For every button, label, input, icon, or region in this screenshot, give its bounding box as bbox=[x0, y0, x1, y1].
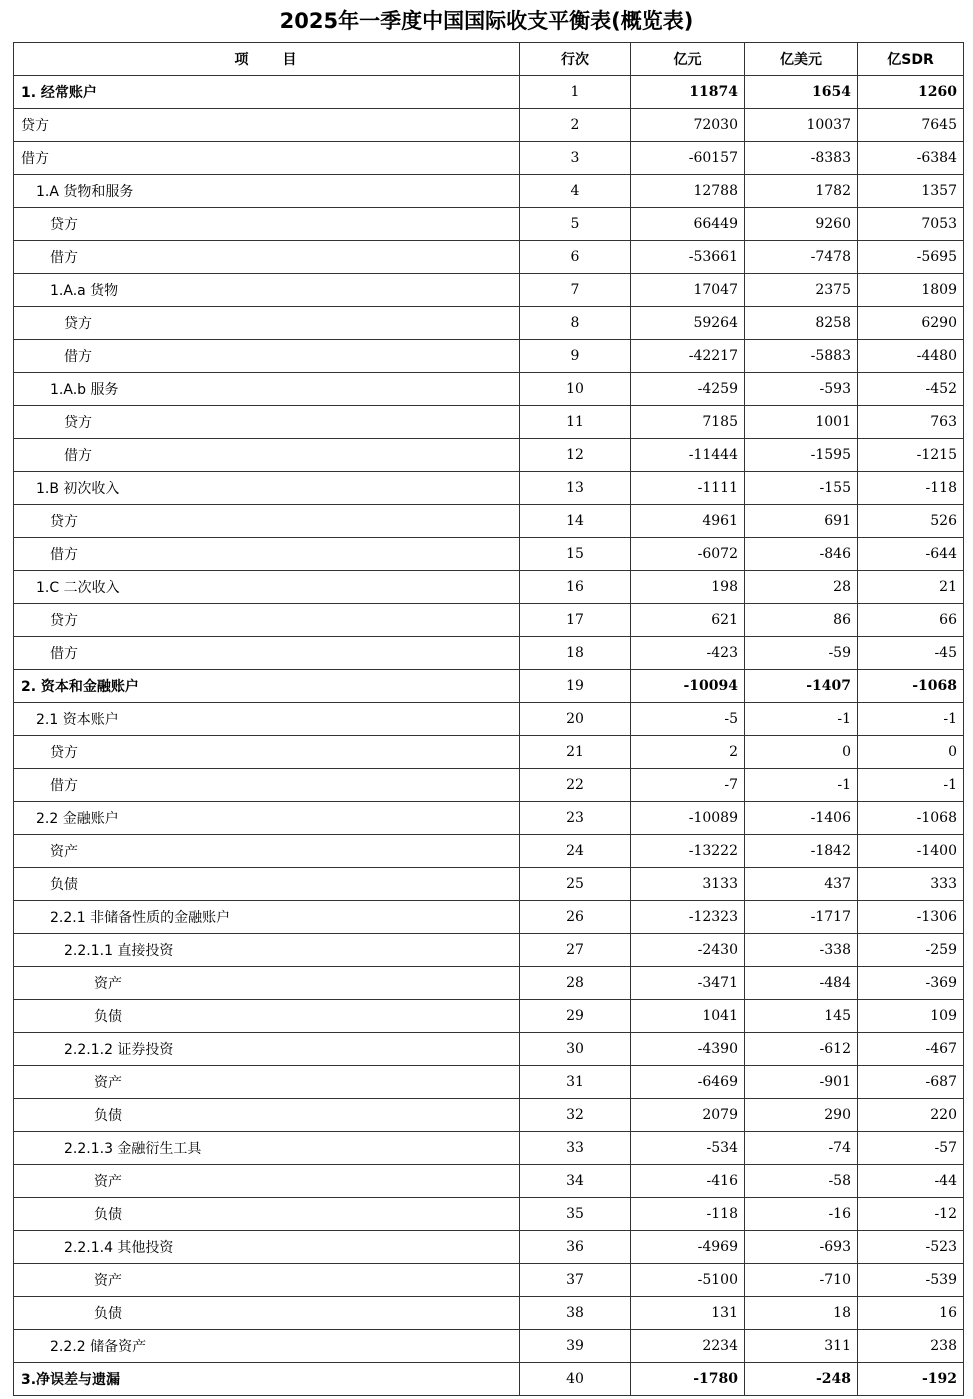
row-item-label: 借方 bbox=[14, 241, 520, 274]
row-value-usd: -58 bbox=[745, 1165, 858, 1198]
row-item-label: 借方 bbox=[14, 637, 520, 670]
row-value-usd: -1 bbox=[745, 769, 858, 802]
table-row bbox=[14, 1099, 964, 1132]
row-value-usd: -5883 bbox=[745, 340, 858, 373]
row-value-cny: 4961 bbox=[631, 505, 745, 538]
table-row bbox=[14, 109, 964, 142]
row-value-usd: -1 bbox=[745, 703, 858, 736]
row-item-label: 负债 bbox=[14, 1000, 520, 1033]
row-line-number: 38 bbox=[520, 1297, 631, 1330]
row-value-sdr: -12 bbox=[858, 1198, 964, 1231]
row-value-cny: -60157 bbox=[631, 142, 745, 175]
row-line-number: 11 bbox=[520, 406, 631, 439]
row-line-number: 22 bbox=[520, 769, 631, 802]
table-row bbox=[14, 439, 964, 472]
row-value-usd: -1407 bbox=[745, 670, 858, 703]
row-value-sdr: -192 bbox=[858, 1363, 964, 1396]
table-row bbox=[14, 703, 964, 736]
row-value-sdr: 6290 bbox=[858, 307, 964, 340]
row-value-usd: -901 bbox=[745, 1066, 858, 1099]
row-line-number: 21 bbox=[520, 736, 631, 769]
row-value-usd: -74 bbox=[745, 1132, 858, 1165]
row-item-label: 贷方 bbox=[14, 406, 520, 439]
row-line-number: 23 bbox=[520, 802, 631, 835]
row-value-cny: -1780 bbox=[631, 1363, 745, 1396]
row-value-cny: -13222 bbox=[631, 835, 745, 868]
row-value-sdr: 763 bbox=[858, 406, 964, 439]
row-value-sdr: 333 bbox=[858, 868, 964, 901]
row-value-sdr: 7645 bbox=[858, 109, 964, 142]
header-cny: 亿元 bbox=[631, 43, 745, 76]
table-row bbox=[14, 274, 964, 307]
row-line-number: 30 bbox=[520, 1033, 631, 1066]
row-line-number: 20 bbox=[520, 703, 631, 736]
row-value-sdr: -259 bbox=[858, 934, 964, 967]
row-line-number: 40 bbox=[520, 1363, 631, 1396]
header-sdr: 亿SDR bbox=[858, 43, 964, 76]
page-title: 2025年一季度中国国际收支平衡表(概览表) bbox=[279, 9, 694, 33]
table-row bbox=[14, 1000, 964, 1033]
row-value-usd: 1654 bbox=[745, 76, 858, 109]
header-usd: 亿美元 bbox=[745, 43, 858, 76]
table-row bbox=[14, 1132, 964, 1165]
row-value-sdr: 526 bbox=[858, 505, 964, 538]
row-value-sdr: -1068 bbox=[858, 802, 964, 835]
row-value-usd: -710 bbox=[745, 1264, 858, 1297]
row-value-sdr: -452 bbox=[858, 373, 964, 406]
row-value-cny: 3133 bbox=[631, 868, 745, 901]
table-row bbox=[14, 142, 964, 175]
row-value-sdr: -6384 bbox=[858, 142, 964, 175]
row-item-label: 2.2.1.4 其他投资 bbox=[14, 1231, 520, 1264]
row-line-number: 12 bbox=[520, 439, 631, 472]
row-value-sdr: -1068 bbox=[858, 670, 964, 703]
row-item-label: 2.2 金融账户 bbox=[14, 802, 520, 835]
row-value-usd: -1842 bbox=[745, 835, 858, 868]
row-value-cny: 131 bbox=[631, 1297, 745, 1330]
row-value-usd: 290 bbox=[745, 1099, 858, 1132]
row-item-label: 负债 bbox=[14, 868, 520, 901]
table-row bbox=[14, 934, 964, 967]
balance-of-payments-table bbox=[13, 42, 964, 1396]
row-item-label: 2.2.2 储备资产 bbox=[14, 1330, 520, 1363]
table-row bbox=[14, 1231, 964, 1264]
row-value-cny: -2430 bbox=[631, 934, 745, 967]
table-row bbox=[14, 1363, 964, 1396]
table-row bbox=[14, 373, 964, 406]
row-value-usd: -155 bbox=[745, 472, 858, 505]
row-line-number: 39 bbox=[520, 1330, 631, 1363]
row-item-label: 1.B 初次收入 bbox=[14, 472, 520, 505]
row-value-usd: 311 bbox=[745, 1330, 858, 1363]
row-value-cny: -42217 bbox=[631, 340, 745, 373]
row-value-usd: 8258 bbox=[745, 307, 858, 340]
row-value-usd: -7478 bbox=[745, 241, 858, 274]
row-line-number: 36 bbox=[520, 1231, 631, 1264]
row-item-label: 1.C 二次收入 bbox=[14, 571, 520, 604]
row-value-usd: -693 bbox=[745, 1231, 858, 1264]
row-line-number: 27 bbox=[520, 934, 631, 967]
row-item-label: 贷方 bbox=[14, 604, 520, 637]
row-item-label: 1.A.b 服务 bbox=[14, 373, 520, 406]
row-line-number: 15 bbox=[520, 538, 631, 571]
table-row bbox=[14, 208, 964, 241]
row-item-label: 2. 资本和金融账户 bbox=[14, 670, 520, 703]
row-line-number: 19 bbox=[520, 670, 631, 703]
row-value-sdr: -1 bbox=[858, 703, 964, 736]
row-value-cny: -10089 bbox=[631, 802, 745, 835]
row-value-sdr: -687 bbox=[858, 1066, 964, 1099]
row-value-sdr: -1306 bbox=[858, 901, 964, 934]
row-item-label: 贷方 bbox=[14, 505, 520, 538]
table-row bbox=[14, 1033, 964, 1066]
table-row bbox=[14, 1297, 964, 1330]
row-value-usd: 2375 bbox=[745, 274, 858, 307]
row-value-sdr: -1 bbox=[858, 769, 964, 802]
row-line-number: 4 bbox=[520, 175, 631, 208]
table-row bbox=[14, 175, 964, 208]
row-value-cny: -6072 bbox=[631, 538, 745, 571]
table-row bbox=[14, 901, 964, 934]
row-line-number: 29 bbox=[520, 1000, 631, 1033]
row-item-label: 1.A.a 货物 bbox=[14, 274, 520, 307]
row-value-sdr: -467 bbox=[858, 1033, 964, 1066]
table-row bbox=[14, 1066, 964, 1099]
row-line-number: 34 bbox=[520, 1165, 631, 1198]
row-value-sdr: -5695 bbox=[858, 241, 964, 274]
row-line-number: 8 bbox=[520, 307, 631, 340]
row-line-number: 26 bbox=[520, 901, 631, 934]
row-line-number: 28 bbox=[520, 967, 631, 1000]
row-value-usd: -1595 bbox=[745, 439, 858, 472]
row-value-cny: 2 bbox=[631, 736, 745, 769]
row-value-sdr: -4480 bbox=[858, 340, 964, 373]
row-value-cny: -423 bbox=[631, 637, 745, 670]
row-value-cny: -6469 bbox=[631, 1066, 745, 1099]
row-value-cny: -53661 bbox=[631, 241, 745, 274]
row-value-cny: 1041 bbox=[631, 1000, 745, 1033]
row-value-cny: -11444 bbox=[631, 439, 745, 472]
row-line-number: 31 bbox=[520, 1066, 631, 1099]
row-item-label: 1. 经常账户 bbox=[14, 76, 520, 109]
row-item-label: 借方 bbox=[14, 769, 520, 802]
row-value-sdr: -539 bbox=[858, 1264, 964, 1297]
row-item-label: 3.净误差与遗漏 bbox=[14, 1363, 520, 1396]
row-value-sdr: 7053 bbox=[858, 208, 964, 241]
row-value-cny: -5100 bbox=[631, 1264, 745, 1297]
row-value-cny: -3471 bbox=[631, 967, 745, 1000]
row-value-sdr: -57 bbox=[858, 1132, 964, 1165]
table-row bbox=[14, 604, 964, 637]
row-value-usd: 86 bbox=[745, 604, 858, 637]
row-item-label: 1.A 货物和服务 bbox=[14, 175, 520, 208]
row-value-sdr: 220 bbox=[858, 1099, 964, 1132]
row-value-cny: -12323 bbox=[631, 901, 745, 934]
row-line-number: 7 bbox=[520, 274, 631, 307]
table-row bbox=[14, 505, 964, 538]
row-item-label: 2.1 资本账户 bbox=[14, 703, 520, 736]
row-value-cny: -4390 bbox=[631, 1033, 745, 1066]
row-value-sdr: -45 bbox=[858, 637, 964, 670]
table-body bbox=[14, 76, 964, 1396]
table-row bbox=[14, 76, 964, 109]
table-row bbox=[14, 406, 964, 439]
row-line-number: 13 bbox=[520, 472, 631, 505]
table-row bbox=[14, 1165, 964, 1198]
row-value-usd: 145 bbox=[745, 1000, 858, 1033]
table-row bbox=[14, 1330, 964, 1363]
row-line-number: 25 bbox=[520, 868, 631, 901]
table-row bbox=[14, 637, 964, 670]
row-value-usd: -1717 bbox=[745, 901, 858, 934]
row-item-label: 资产 bbox=[14, 967, 520, 1000]
row-value-sdr: 0 bbox=[858, 736, 964, 769]
row-line-number: 2 bbox=[520, 109, 631, 142]
header-line: 行次 bbox=[520, 43, 631, 76]
row-value-cny: 17047 bbox=[631, 274, 745, 307]
table-row bbox=[14, 241, 964, 274]
table-row bbox=[14, 571, 964, 604]
row-value-cny: -4259 bbox=[631, 373, 745, 406]
row-line-number: 14 bbox=[520, 505, 631, 538]
table-row bbox=[14, 307, 964, 340]
row-value-cny: 11874 bbox=[631, 76, 745, 109]
row-value-sdr: 1357 bbox=[858, 175, 964, 208]
row-value-usd: -248 bbox=[745, 1363, 858, 1396]
row-value-cny: 621 bbox=[631, 604, 745, 637]
row-item-label: 贷方 bbox=[14, 736, 520, 769]
row-value-usd: -8383 bbox=[745, 142, 858, 175]
row-value-usd: 9260 bbox=[745, 208, 858, 241]
row-value-cny: 198 bbox=[631, 571, 745, 604]
row-value-usd: 0 bbox=[745, 736, 858, 769]
table-row bbox=[14, 835, 964, 868]
row-line-number: 24 bbox=[520, 835, 631, 868]
row-value-cny: 2079 bbox=[631, 1099, 745, 1132]
row-value-usd: 1001 bbox=[745, 406, 858, 439]
table-row bbox=[14, 967, 964, 1000]
row-value-cny: 59264 bbox=[631, 307, 745, 340]
row-value-usd: 437 bbox=[745, 868, 858, 901]
row-value-usd: -846 bbox=[745, 538, 858, 571]
row-line-number: 10 bbox=[520, 373, 631, 406]
row-value-cny: 2234 bbox=[631, 1330, 745, 1363]
row-value-cny: -118 bbox=[631, 1198, 745, 1231]
row-item-label: 借方 bbox=[14, 142, 520, 175]
table-row bbox=[14, 340, 964, 373]
row-item-label: 负债 bbox=[14, 1297, 520, 1330]
row-line-number: 35 bbox=[520, 1198, 631, 1231]
row-item-label: 资产 bbox=[14, 1066, 520, 1099]
row-value-cny: 66449 bbox=[631, 208, 745, 241]
row-item-label: 借方 bbox=[14, 439, 520, 472]
row-item-label: 负债 bbox=[14, 1099, 520, 1132]
table-header-row bbox=[14, 43, 964, 76]
row-item-label: 2.2.1 非储备性质的金融账户 bbox=[14, 901, 520, 934]
row-value-sdr: -118 bbox=[858, 472, 964, 505]
header-item: 项 目 bbox=[14, 43, 520, 76]
table-row bbox=[14, 1198, 964, 1231]
row-item-label: 贷方 bbox=[14, 109, 520, 142]
row-value-sdr: 238 bbox=[858, 1330, 964, 1363]
row-value-cny: -10094 bbox=[631, 670, 745, 703]
row-value-cny: -7 bbox=[631, 769, 745, 802]
row-line-number: 17 bbox=[520, 604, 631, 637]
row-value-usd: -338 bbox=[745, 934, 858, 967]
row-line-number: 18 bbox=[520, 637, 631, 670]
row-value-usd: -16 bbox=[745, 1198, 858, 1231]
row-item-label: 贷方 bbox=[14, 307, 520, 340]
row-value-cny: -534 bbox=[631, 1132, 745, 1165]
row-value-sdr: -644 bbox=[858, 538, 964, 571]
table-row bbox=[14, 769, 964, 802]
row-value-cny: -416 bbox=[631, 1165, 745, 1198]
row-value-usd: 1782 bbox=[745, 175, 858, 208]
row-value-sdr: -523 bbox=[858, 1231, 964, 1264]
row-line-number: 5 bbox=[520, 208, 631, 241]
row-line-number: 37 bbox=[520, 1264, 631, 1297]
table-row bbox=[14, 868, 964, 901]
table-row bbox=[14, 670, 964, 703]
row-value-cny: -5 bbox=[631, 703, 745, 736]
row-item-label: 借方 bbox=[14, 538, 520, 571]
row-value-cny: 72030 bbox=[631, 109, 745, 142]
row-value-usd: -59 bbox=[745, 637, 858, 670]
row-line-number: 33 bbox=[520, 1132, 631, 1165]
row-value-usd: -484 bbox=[745, 967, 858, 1000]
row-item-label: 2.2.1.3 金融衍生工具 bbox=[14, 1132, 520, 1165]
row-value-cny: -4969 bbox=[631, 1231, 745, 1264]
row-value-sdr: 1260 bbox=[858, 76, 964, 109]
row-value-cny: 12788 bbox=[631, 175, 745, 208]
row-item-label: 资产 bbox=[14, 1165, 520, 1198]
row-value-sdr: -369 bbox=[858, 967, 964, 1000]
row-value-sdr: -1215 bbox=[858, 439, 964, 472]
row-value-sdr: 21 bbox=[858, 571, 964, 604]
row-value-cny: -1111 bbox=[631, 472, 745, 505]
table-row bbox=[14, 736, 964, 769]
row-value-cny: 7185 bbox=[631, 406, 745, 439]
row-value-sdr: 1809 bbox=[858, 274, 964, 307]
row-value-usd: 691 bbox=[745, 505, 858, 538]
table-row bbox=[14, 802, 964, 835]
row-line-number: 32 bbox=[520, 1099, 631, 1132]
row-value-usd: -1406 bbox=[745, 802, 858, 835]
row-item-label: 资产 bbox=[14, 835, 520, 868]
row-line-number: 3 bbox=[520, 142, 631, 175]
row-item-label: 借方 bbox=[14, 340, 520, 373]
row-value-sdr: -1400 bbox=[858, 835, 964, 868]
row-line-number: 1 bbox=[520, 76, 631, 109]
row-value-sdr: 109 bbox=[858, 1000, 964, 1033]
table-row bbox=[14, 538, 964, 571]
row-value-usd: 28 bbox=[745, 571, 858, 604]
row-value-usd: 10037 bbox=[745, 109, 858, 142]
row-value-usd: -612 bbox=[745, 1033, 858, 1066]
row-value-sdr: 66 bbox=[858, 604, 964, 637]
row-value-usd: 18 bbox=[745, 1297, 858, 1330]
row-item-label: 贷方 bbox=[14, 208, 520, 241]
row-value-sdr: -44 bbox=[858, 1165, 964, 1198]
row-line-number: 9 bbox=[520, 340, 631, 373]
row-item-label: 资产 bbox=[14, 1264, 520, 1297]
table-row bbox=[14, 1264, 964, 1297]
row-value-sdr: 16 bbox=[858, 1297, 964, 1330]
row-value-usd: -593 bbox=[745, 373, 858, 406]
row-item-label: 负债 bbox=[14, 1198, 520, 1231]
row-line-number: 6 bbox=[520, 241, 631, 274]
table-row bbox=[14, 472, 964, 505]
row-line-number: 16 bbox=[520, 571, 631, 604]
row-item-label: 2.2.1.1 直接投资 bbox=[14, 934, 520, 967]
row-item-label: 2.2.1.2 证券投资 bbox=[14, 1033, 520, 1066]
